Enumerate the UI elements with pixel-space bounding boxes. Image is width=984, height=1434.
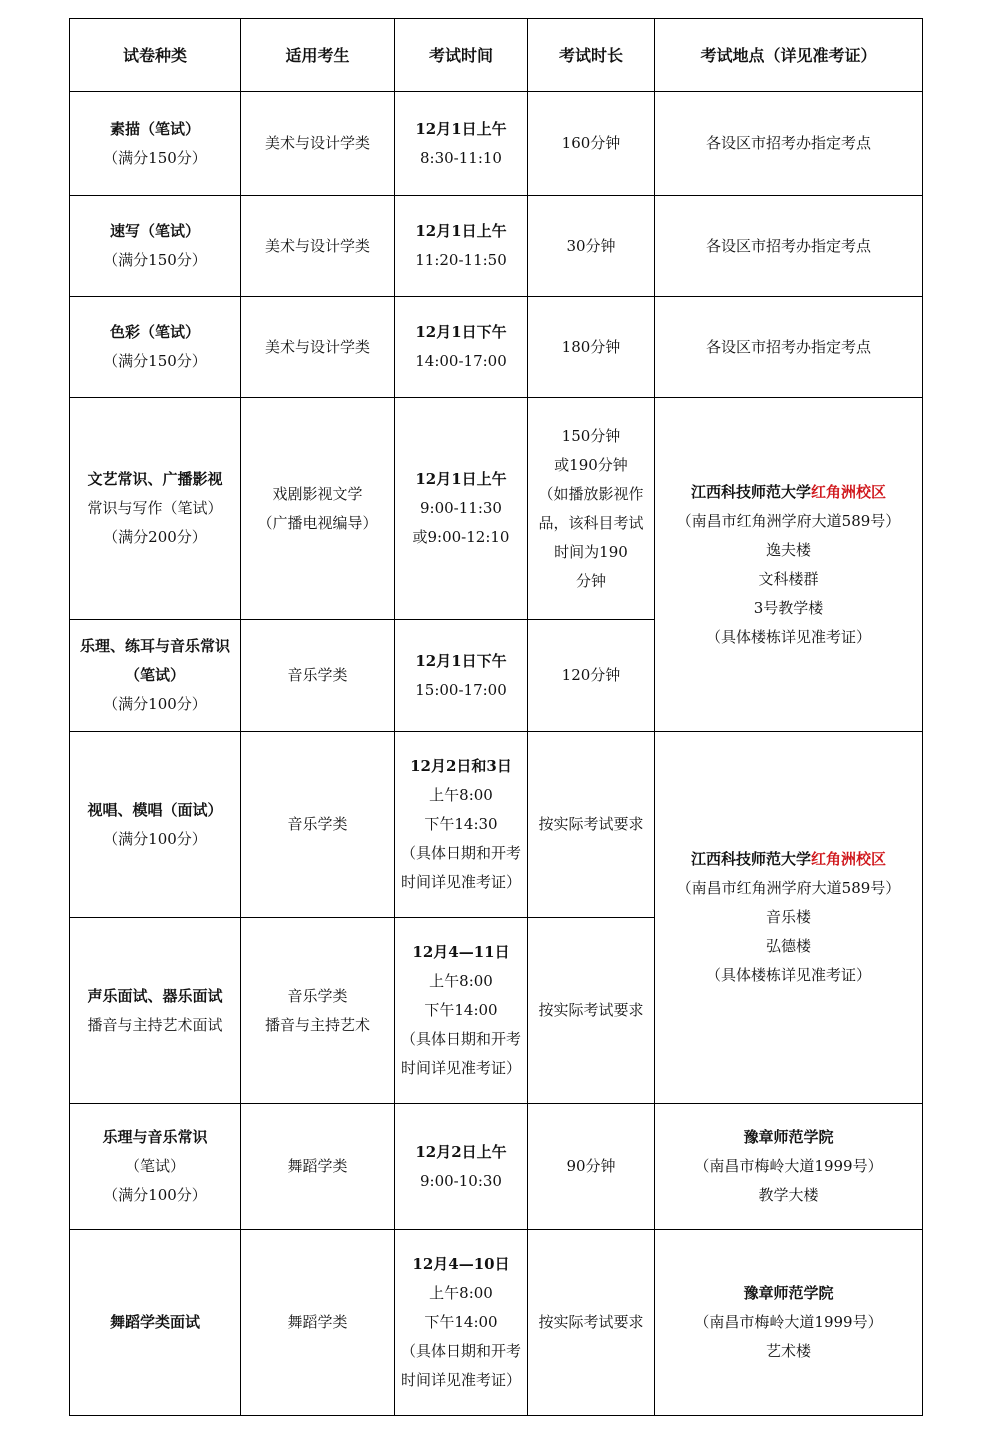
exam-time-cell: 12月1日上午 8:30-11:10 [395,92,528,196]
exam-type-cell: 声乐面试、器乐面试 播音与主持艺术面试 [70,918,241,1104]
location-cell: 各设区市招考办指定考点 [655,196,923,297]
candidates-cell: 美术与设计学类 [241,196,395,297]
exam-time-cell: 12月4—10日 上午8:00 下午14:00 （具体日期和开考 时间详见准考证） [395,1230,528,1416]
exam-time-cell: 12月2日和3日 上午8:00 下午14:30 （具体日期和开考 时间详见准考证） [395,732,528,918]
venue-name: 江西科技师范大学红角洲校区 [690,482,887,501]
duration-cell: 120分钟 [528,620,655,732]
table-row [70,196,923,297]
candidates-cell: 美术与设计学类 [241,297,395,398]
duration-cell: 180分钟 [528,297,655,398]
header-row [70,19,923,92]
table-row [70,398,923,620]
header-exam-type: 试卷种类 [70,19,241,92]
header-duration: 考试时长 [528,19,655,92]
location-cell: 各设区市招考办指定考点 [655,297,923,398]
exam-time-cell: 12月1日下午 15:00-17:00 [395,620,528,732]
header-candidates: 适用考生 [241,19,395,92]
location-cell: 豫章师范学院 （南昌市梅岭大道1999号） 教学大楼 [655,1104,923,1230]
exam-time-cell: 12月2日上午 9:00-10:30 [395,1104,528,1230]
exam-type-cell: 速写（笔试） （满分150分） [70,196,241,297]
location-cell: 各设区市招考办指定考点 [655,92,923,196]
duration-cell: 按实际考试要求 [528,1230,655,1416]
header-location: 考试地点（详见准考证） [655,19,923,92]
candidates-cell: 舞蹈学类 [241,1104,395,1230]
duration-cell: 160分钟 [528,92,655,196]
exam-schedule-table [69,18,923,1416]
candidates-cell: 音乐学类 [241,732,395,918]
duration-cell: 30分钟 [528,196,655,297]
exam-time-cell: 12月1日上午 9:00-11:30 或9:00-12:10 [395,398,528,620]
header-exam-time: 考试时间 [395,19,528,92]
exam-time-cell: 12月4—11日 上午8:00 下午14:00 （具体日期和开考 时间详见准考证） [395,918,528,1104]
location-cell: 江西科技师范大学红角洲校区 （南昌市红角洲学府大道589号） 逸夫楼 文科楼群 3号教学楼 （具体楼栋详见准考证） [655,398,923,732]
exam-time-cell: 12月1日上午 11:20-11:50 [395,196,528,297]
table-row [70,297,923,398]
duration-cell: 按实际考试要求 [528,732,655,918]
exam-type-cell: 素描（笔试） （满分150分） [70,92,241,196]
candidates-cell: 音乐学类 [241,620,395,732]
candidates-cell: 美术与设计学类 [241,92,395,196]
duration-cell: 90分钟 [528,1104,655,1230]
table-row [70,732,923,918]
table-row [70,1230,923,1416]
exam-type-cell: 文艺常识、广播影视 常识与写作（笔试） （满分200分） [70,398,241,620]
exam-type-cell: 舞蹈学类面试 [70,1230,241,1416]
candidates-cell: 音乐学类 播音与主持艺术 [241,918,395,1104]
venue-name: 江西科技师范大学红角洲校区 [690,850,887,868]
duration-cell: 150分钟 或190分钟 （如播放影视作 品，该科目考试 时间为190 分钟 [528,398,655,620]
exam-type-cell: 色彩（笔试） （满分150分） [70,297,241,398]
candidates-cell: 舞蹈学类 [241,1230,395,1416]
exam-type-cell: 乐理与音乐常识 （笔试） （满分100分） [70,1104,241,1230]
duration-cell: 按实际考试要求 [528,918,655,1104]
exam-type-cell: 视唱、模唱（面试） （满分100分） [70,732,241,918]
location-cell: 江西科技师范大学红角洲校区 （南昌市红角洲学府大道589号） 音乐楼 弘德楼 （具体楼栋详见准考证） [655,732,923,1104]
candidates-cell: 戏剧影视文学 （广播电视编导） [241,398,395,620]
table-row [70,92,923,196]
table-row [70,1104,923,1230]
location-cell: 豫章师范学院 （南昌市梅岭大道1999号） 艺术楼 [655,1230,923,1416]
exam-time-cell: 12月1日下午 14:00-17:00 [395,297,528,398]
exam-type-cell: 乐理、练耳与音乐常识（笔试） （满分100分） [70,620,241,732]
